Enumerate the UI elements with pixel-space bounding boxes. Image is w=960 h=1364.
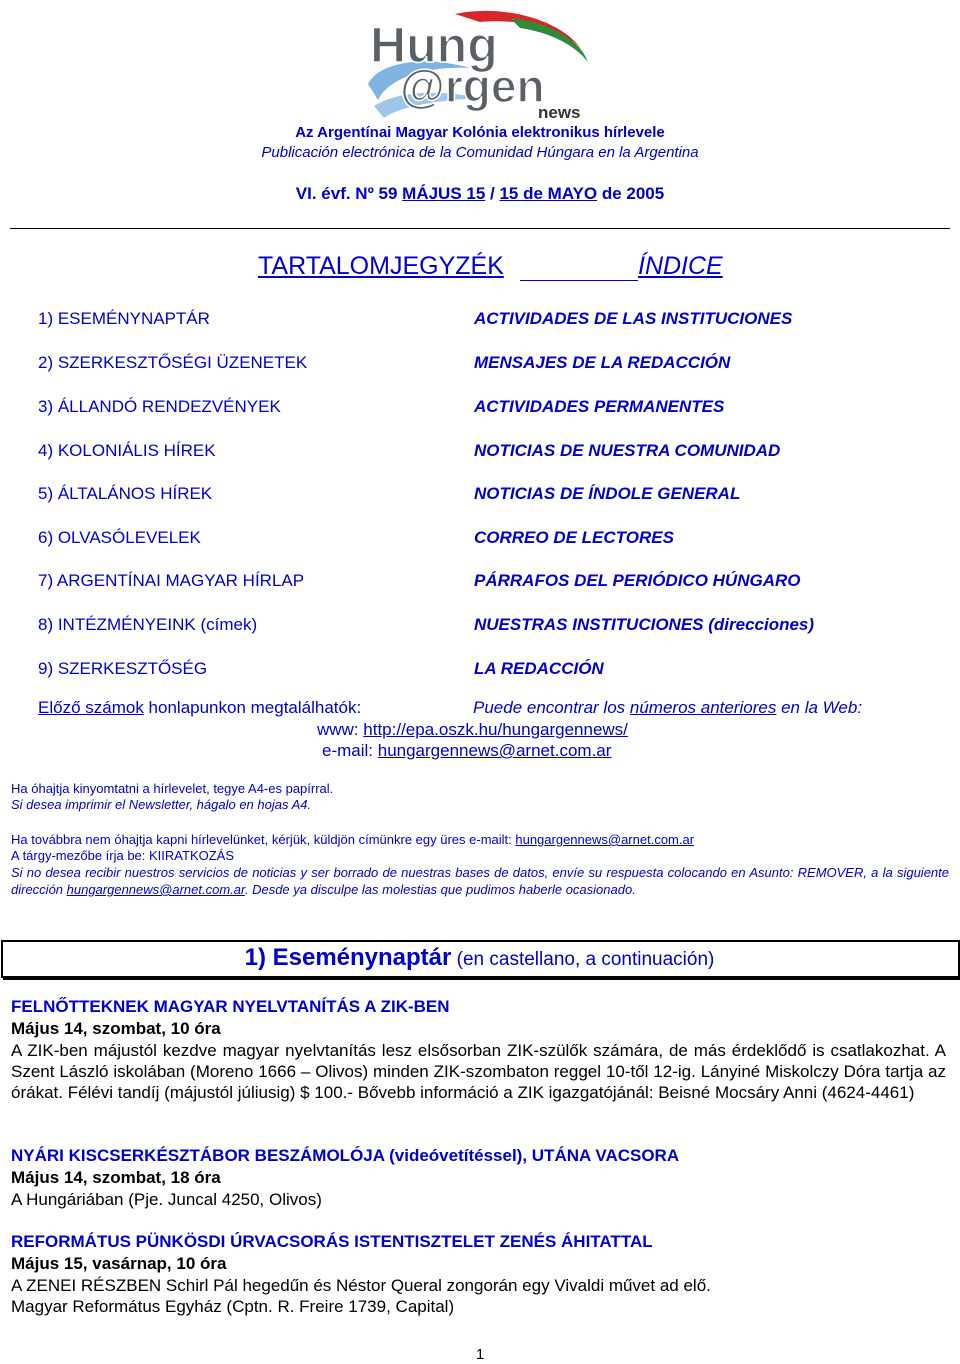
issue-line: VI. évf. Nº 59 MÁJUS 15 / 15 de MAYO de 2005 <box>295 184 665 203</box>
subject-note-hungarian: A tárgy-mezőbe írja be: KIIRATKOZÁS <box>11 848 235 863</box>
event-text: A ZENEI RÉSZBEN Schirl Pál hegedűn és Néstor Queral zongorán egy Vivaldi művet ad elő. <box>11 1276 711 1295</box>
toc-row[interactable]: 4) KOLONIÁLIS HÍREK NOTICIAS DE NUESTRA COMUNIDAD <box>38 441 781 460</box>
toc-row[interactable]: 5) ÁLTALÁNOS HÍREK NOTICIAS DE ÍNDOLE GENERAL <box>38 484 741 503</box>
toc-row[interactable]: 8) INTÉZMÉNYEINK (címek) NUESTRAS INSTITUCIONES (direcciones) <box>38 615 815 634</box>
logo-line2: @rgen <box>400 60 545 112</box>
toc-title-hungarian: TARTALOMJEGYZÉK <box>258 252 504 280</box>
page-number: 1 <box>475 1346 485 1363</box>
toc-row[interactable]: 3) ÁLLANDÓ RENDEZVÉNYEK ACTIVIDADES PERMANENTES <box>38 397 725 416</box>
event-text: A Hungáriában (Pje. Juncal 4250, Olivos) <box>11 1190 322 1209</box>
unsubscribe-email-link[interactable]: hungargennews@arnet.com.ar <box>515 832 695 847</box>
event-title: FELNŐTTEKNEK MAGYAR NYELVTANÍTÁS A ZIK-BEN <box>11 997 450 1016</box>
archive-note-hungarian: Előző számok honlapunkon megtalálhatók: <box>38 698 362 717</box>
header-divider <box>10 228 950 229</box>
toc-row[interactable]: 1) ESEMÉNYNAPTÁR ACTIVIDADES DE LAS INSTITUCIONES <box>38 309 793 328</box>
website-line: www: http://epa.oszk.hu/hungargennews/ <box>317 720 628 739</box>
toc-row[interactable]: 9) SZERKESZTŐSÉG LA REDACCIÓN <box>38 659 604 678</box>
toc-row[interactable]: 2) SZERKESZTŐSÉGI ÜZENETEK MENSAJES DE LA REDACCIÓN <box>38 353 731 372</box>
archive-link-es[interactable]: números anteriores <box>629 698 777 717</box>
event-text: Magyar Református Egyház (Cptn. R. Freire 1739, Capital) <box>11 1297 455 1316</box>
archive-link-hu[interactable]: Előző számok <box>38 698 144 717</box>
event-title: NYÁRI KISCSERKÉSZTÁBOR BESZÁMOLÓJA (videóvetítéssel), UTÁNA VACSORA <box>11 1146 680 1165</box>
toc-title-underline <box>520 252 638 281</box>
print-note-hungarian: Ha óhajtja kinyomtatni a hírlevelet, tegye A4-es papírral. <box>11 781 334 796</box>
toc-title-spanish: ÍNDICE <box>638 252 723 280</box>
event-text: A ZIK-ben májustól kezdve magyar nyelvtanítás lesz elsősorban ZIK-szülők számára, de más érdeklődő is csatlakozhat. A Szent László iskolában (Moreno 1666 – Olivos) minden ZIK-szombaton reggel 10-től 12-ig. Lányiné Miskolczy Dóra tartja az órákat. Félévi tandíj (májustól júliusig) $ 100.- Bővebb információ a ZIK igazgatójánál: Beisné Mocsáry Anni (4624-4461) <box>11 1041 946 1102</box>
email-line: e-mail: hungargennews@arnet.com.ar <box>322 741 612 760</box>
unsubscribe-note-spanish: Si no desea recibir nuestros servicios de noticias y ser borrado de nuestras bases de datos, envíe su respuesta colocando en Asunto: REMOVER, a la siguiente dirección hungargennews@arnet.com.ar. Desde ya disculpe las molestias que pudimos haberle ocasionado. <box>11 865 949 897</box>
print-note-spanish: Si desea imprimir el Newsletter, hágalo en hojas A4. <box>11 797 312 812</box>
event-date: Május 15, vasárnap, 10 óra <box>11 1254 227 1273</box>
toc-row[interactable]: 7) ARGENTÍNAI MAGYAR HÍRLAP PÁRRAFOS DEL PERIÓDICO HÚNGARO <box>38 571 801 590</box>
logo-line1: Hung <box>370 17 498 73</box>
header-line-spanish: Publicación electrónica de la Comunidad Húngara en la Argentina <box>261 144 699 161</box>
section-title: 1) Eseménynaptár (en castellano, a continuación) <box>244 944 715 971</box>
email-link[interactable]: hungargennews@arnet.com.ar <box>377 741 612 760</box>
archive-note-spanish: Puede encontrar los números anteriores en la Web: <box>473 698 863 717</box>
hungargen-news-logo <box>360 10 610 122</box>
logo-line3: news <box>538 103 581 122</box>
website-link[interactable]: http://epa.oszk.hu/hungargennews/ <box>363 720 628 739</box>
header-line-hungarian: Az Argentínai Magyar Kolónia elektronikus hírlevele <box>295 124 665 141</box>
unsubscribe-email-link-es[interactable]: hungargennews@arnet.com.ar <box>66 882 245 897</box>
event-title: REFORMÁTUS PÜNKÖSDI ÚRVACSORÁS ISTENTISZTELET ZENÉS ÁHITATTAL <box>11 1232 653 1251</box>
unsubscribe-note-hungarian: Ha továbbra nem óhajtja kapni hírlevelünket, kérjük, küldjön címünkre egy üres e-mailt: hungargennews@arnet.com.ar <box>11 832 695 847</box>
event-date: Május 14, szombat, 18 óra <box>11 1168 221 1187</box>
toc-row[interactable]: 6) OLVASÓLEVELEK CORREO DE LECTORES <box>38 528 674 547</box>
event-date: Május 14, szombat, 10 óra <box>11 1019 221 1038</box>
